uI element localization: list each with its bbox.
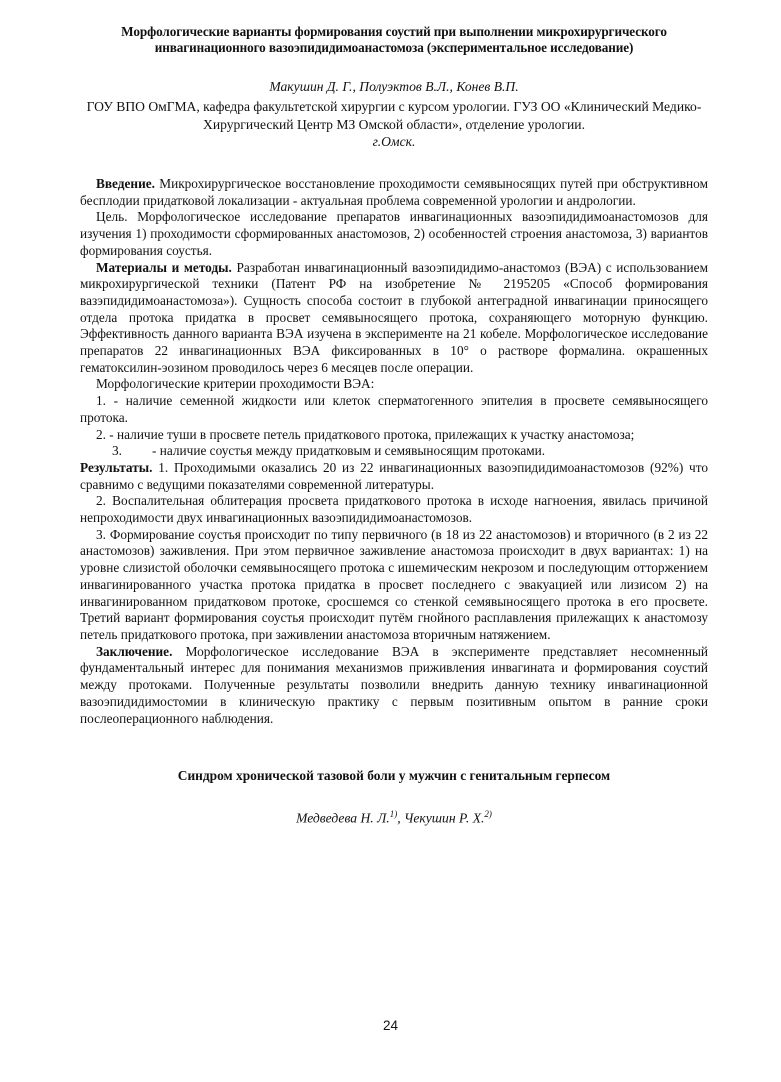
- criteria-header: Морфологические критерии проходимости ВЭА:: [96, 376, 375, 392]
- next-author-1-affil: 1): [389, 809, 398, 820]
- methods-paragraph: [80, 260, 708, 377]
- results-item-2: 2. Воспалительная облитерация просвета придаткового протока в исходе нагноения, явилась причиной непроходимости двух инвагинационных вазоэпидидимоанастомозов.: [80, 493, 708, 526]
- results-paragraph: [80, 460, 708, 493]
- article-body: [80, 176, 708, 727]
- author-separator: ,: [397, 810, 404, 826]
- page-content: [80, 24, 708, 827]
- intro-text: Микрохирургическое восстановление проходимости семявыносящих путей при обструктивном бесплодии придатковой локализации - актуальная проблема современной урологии и андрологии.: [80, 176, 708, 208]
- next-author-2: Чекушин Р. Х.: [403, 810, 485, 826]
- next-article-authors: [80, 806, 708, 827]
- results-text: 1. Проходимыми оказались 20 из 22 инвагинационных вазоэпидидимоанастомозов (92%) что сравнимо с ведущими показателями современной литературы.: [80, 459, 708, 492]
- results-lead: Результаты.: [80, 459, 153, 475]
- results-item-3: 3. Формирование соустья происходит по типу первичного (в 18 из 22 анастомозов) и вторичного (в 2 из 22 анастомозов) заживления. При этом первичное заживление анастомоза происходит в двух вариантах: 1) на уровне слизистой оболочки семявыносящего протока с ишемическим некрозом и последующим отторжением инвагинированного участка протока придатка в просвет последнего с эвакуацией или лизисом 2) на инвагинированном придатковом протоке, сросшемся со стенкой семявыносящего протока в его просвете. Третий вариант формирования соустья происходит путём гнойного расплавления прилежащих к анастомозу петель придаткового протока, при заживлении анастомоза вторичным натяжением.: [80, 526, 708, 642]
- conclusion-paragraph: [80, 644, 708, 728]
- criteria-item-3: [80, 443, 708, 460]
- article-title: Морфологические варианты формирования соустий при выполнении микрохирургического инвагинационного вазоэпидидимоанастомоза (экспериментальное исследование): [121, 24, 667, 55]
- criteria-item-1: 1. - наличие семенной жидкости или клеток сперматогенного эпителия в просвете семявыносящего протока.: [80, 393, 708, 425]
- intro-paragraph: [80, 176, 708, 209]
- conclusion-text: Морфологическое исследование ВЭА в эксперименте представляет несомненный фундаментальный интерес для понимания механизмов приживления инвагината и формирования соустий между протоками. Полученные результаты позволили внедрить данную технику инвагинационной вазоэпидидимостомии в клиническую практику с первым позитивным опытом в ранние сроки послеоперационного наблюдения.: [80, 643, 708, 726]
- criteria-item-3-text: - наличие соустья между придатковым и семявыносящим протоками.: [152, 443, 546, 459]
- next-author-2-affil: 2): [484, 809, 492, 820]
- next-article-title: Синдром хронической тазовой боли у мужчин с генитальным герпесом: [177, 768, 611, 784]
- methods-text: Разработан инвагинационный вазоэпидидимо-анастомоз (ВЭА) с использованием микрохирургической техники (Патент РФ на изобретение № 2195205 «Способ формирования вазэпидидимоанастомоза»). Сущность способа состоит в глубокой антеградной инвагинации приносящего отдела протока придатка в просвет семявыносящего протока, сохраняющего моторную функцию. Эффективность данного варианта ВЭА изучена в эксперименте на 21 кобеле. Морфологическое исследование препаратов 22 инвагинационных ВЭА фиксированных в 10° о растворе формалина. окрашенных гематоксилин-эозином проводилось через 6 месяцев после операции.: [80, 259, 708, 375]
- article-city: г.Омск.: [372, 134, 416, 149]
- article-affiliation: ГОУ ВПО ОмГМА, кафедра факультетской хирургии с курсом урологии. ГУЗ ОО «Клинический Медико-Хирургический Центр МЗ Омской области», отделение урологии.: [86, 99, 702, 132]
- methods-lead: Материалы и методы.: [96, 259, 232, 275]
- criteria-item-2: 2. - наличие туши в просвете петель придаткового протока, прилежащих к участку анастомоза;: [96, 426, 635, 442]
- intro-lead: Введение.: [96, 176, 155, 191]
- next-author-1: Медведева Н. Л.: [296, 810, 390, 826]
- aim-paragraph: Цель. Морфологическое исследование препаратов инвагинационных вазоэпидидимоанастомозов для изучения 1) проходимости сформированных анастомозов, 2) особенностей строения анастомоза, 3) вариантов формирования соустья.: [80, 209, 708, 258]
- page-number: 24: [382, 1018, 399, 1033]
- criteria-item-3-number: 3.: [112, 443, 122, 459]
- article-authors: Макушин Д. Г., Полуэктов В.Л., Конев В.П.: [269, 79, 519, 94]
- conclusion-lead: Заключение.: [96, 643, 173, 659]
